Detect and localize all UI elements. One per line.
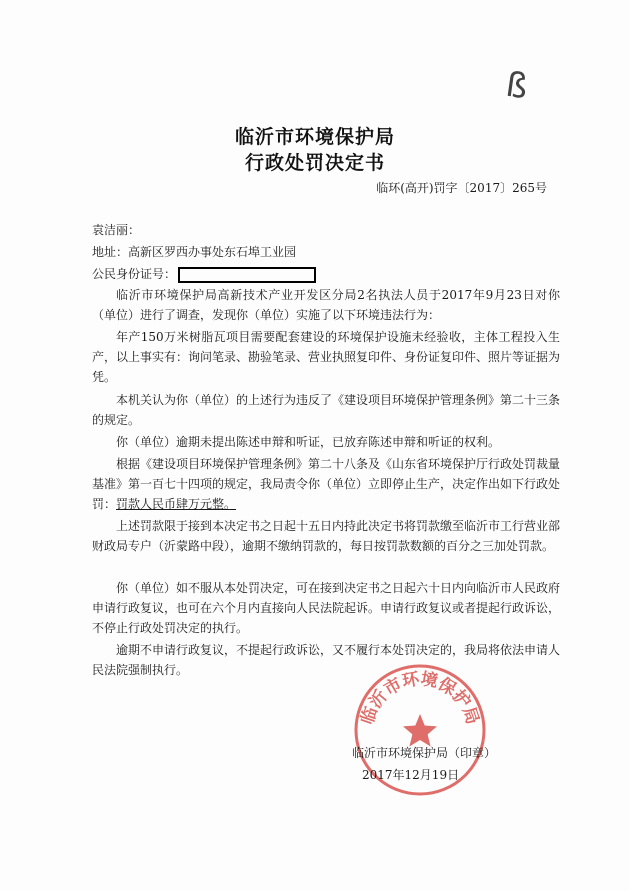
paragraph-violation-facts: 年产150万米树脂瓦项目需要配套建设的环境保护设施未经验收，主体工程投入生产，以上事实有：询问笔录、勘验笔录、营业执照复印件、身份证复印件、照片等证据为凭。	[92, 330, 561, 384]
paragraph-hearing-waiver: 你（单位）逾期未提出陈述申辩和听证，已放弃陈述申辩和听证的权利。	[116, 435, 501, 449]
penalty-amount: 罚款人民币肆万元整。	[116, 497, 237, 511]
party-id-label: 公民身份证号：	[92, 267, 177, 281]
seal-star-icon	[403, 714, 437, 747]
party-address: 地址：高新区罗西办事处东石埠工业园	[92, 245, 297, 259]
penalty-basis-text: 根据《建设项目环境保护管理条例》第二十八条及《山东省环境保护厅行政处罚裁量基准》第一百七十四项的规定，我局责令你（单位）立即停止生产，决定作出如下行政处罚：	[92, 457, 561, 511]
paragraph-legal-basis: 本机关认为你（单位）的上述行为违反了《建设项目环境保护管理条例》第二十三条的规定。	[92, 393, 561, 427]
issuer-signature: 临沂市环境保护局（印章）	[352, 746, 497, 760]
seal-text: 临沂市环境保护局	[357, 669, 483, 728]
paragraph-investigation: 临沂市环境保护局高新技术产业开发区分局2名执法人员于2017年9月23日对你（单位）进行了调查，发现你（单位）实施了以下环境违法行为：	[92, 288, 560, 322]
document-type-title: 行政处罚决定书	[244, 152, 385, 174]
party-name: 袁洁丽：	[92, 223, 141, 237]
paragraph-enforcement: 逾期不申请行政复议，不提起行政诉讼，又不履行本处罚决定的，我局将依法申请人民法院强制执行。	[92, 643, 561, 677]
party-id-line	[92, 265, 316, 283]
paragraph-appeal-rights: 你（单位）如不服从本处罚决定，可在接到决定书之日起六十日内向临沂市人民政府申请行政复议，也可在六个月内直接向人民法院起诉。申请行政复议或者提起行政诉讼，不停止行政处罚决定的执行。	[92, 581, 561, 635]
issue-date: 2017年12月19日	[362, 768, 460, 782]
document-number: 临环(高开)罚字〔2017〕265号	[376, 181, 547, 195]
handwritten-page-mark: ß	[503, 64, 531, 108]
paragraph-payment-terms: 上述罚款限于接到本决定书之日起十五日内持此决定书将罚款缴至临沂市工行营业部财政局专户（沂蒙路中段），逾期不缴纳罚款的，每日按罚款数额的百分之三加处罚款。	[92, 519, 561, 553]
issuing-authority-title: 临沂市环境保护局	[234, 126, 395, 148]
paragraph-penalty-decision	[92, 454, 560, 514]
redacted-id-box	[178, 267, 316, 283]
